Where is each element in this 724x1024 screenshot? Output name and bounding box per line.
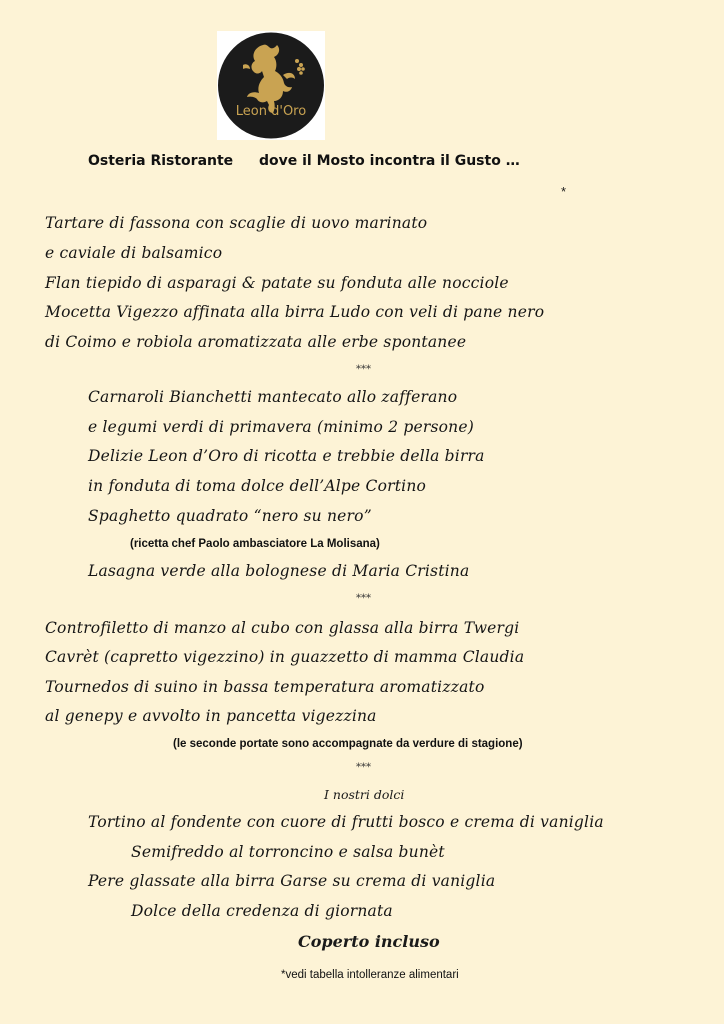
- menu-item: Dolce della credenza di giornata: [131, 902, 393, 920]
- header-star: *: [561, 184, 567, 199]
- section-separator: ***: [356, 364, 371, 375]
- coperto-note: Coperto incluso: [298, 932, 440, 951]
- menu-note: (le seconde portate sono accompagnate da verdure di stagione): [173, 738, 523, 750]
- footnote: *vedi tabella intolleranze alimentari: [281, 969, 459, 981]
- section-separator: ***: [356, 593, 371, 604]
- restaurant-logo: [217, 31, 325, 140]
- menu-note: (ricetta chef Paolo ambasciatore La Molisana): [130, 538, 380, 550]
- header-slogan: dove il Mosto incontra il Gusto …: [259, 153, 520, 169]
- menu-item: Spaghetto quadrato “nero su nero”: [88, 507, 372, 525]
- header-subtitle: Osteria Ristorante: [88, 153, 234, 169]
- menu-item: in fonduta di toma dolce dell’Alpe Cortino: [88, 477, 427, 495]
- menu-item: Carnaroli Bianchetti mantecato allo zafferano: [88, 388, 458, 406]
- logo-text: Leon d'Oro: [235, 104, 307, 119]
- menu-item: Tournedos di suino in bassa temperatura aromatizzato: [45, 678, 485, 696]
- menu-item: Tartare di fassona con scaglie di uovo marinato: [45, 214, 428, 232]
- menu-item: Mocetta Vigezzo affinata alla birra Ludo con veli di pane nero: [45, 303, 545, 321]
- menu-item: Flan tiepido di asparagi & patate su fonduta alle nocciole: [45, 274, 509, 292]
- menu-item: Tortino al fondente con cuore di frutti bosco e crema di vaniglia: [88, 813, 604, 831]
- menu-item: e caviale di balsamico: [45, 244, 223, 262]
- menu-item: al genepy e avvolto in pancetta vigezzina: [45, 707, 377, 725]
- menu-item: Controfiletto di manzo al cubo con glassa alla birra Twergi: [45, 619, 520, 637]
- menu-item: Lasagna verde alla bolognese di Maria Cristina: [88, 562, 470, 580]
- menu-item: Semifreddo al torroncino e salsa bunèt: [131, 843, 445, 861]
- menu-item: Pere glassate alla birra Garse su crema di vaniglia: [88, 872, 496, 890]
- menu-item: di Coimo e robiola aromatizzata alle erbe spontanee: [45, 333, 467, 351]
- section-separator: ***: [356, 762, 371, 773]
- menu-item: e legumi verdi di primavera (minimo 2 persone): [88, 418, 474, 436]
- dolci-heading: I nostri dolci: [324, 787, 405, 802]
- menu-item: Delizie Leon d’Oro di ricotta e trebbie della birra: [88, 447, 485, 465]
- menu-item: Cavrèt (capretto vigezzino) in guazzetto di mamma Claudia: [45, 648, 525, 666]
